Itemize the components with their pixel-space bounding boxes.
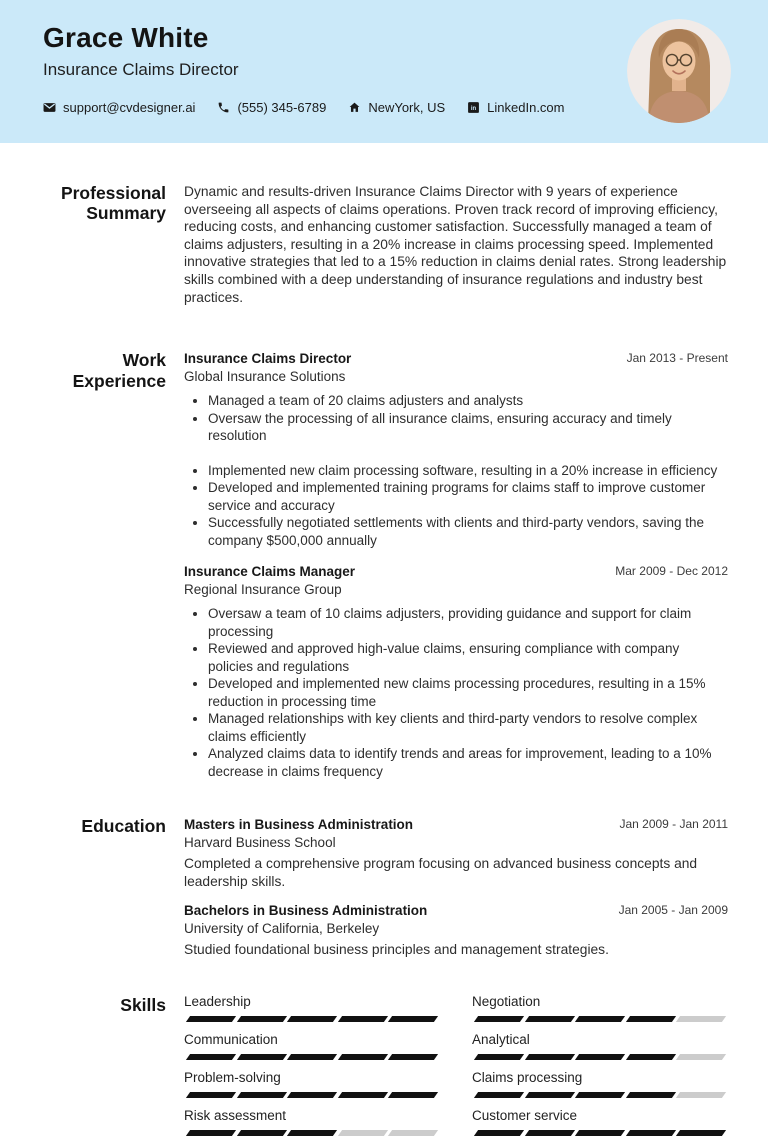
degree-dates: Jan 2005 - Jan 2009 — [618, 903, 728, 918]
skills-heading: Skills — [120, 994, 166, 1015]
job-company: Regional Insurance Group — [184, 582, 342, 598]
skill-item — [472, 1071, 728, 1098]
skill-bar — [184, 1016, 440, 1022]
job-company: Global Insurance Solutions — [184, 369, 346, 385]
section-work-experience — [40, 350, 728, 780]
section-professional-summary — [40, 183, 728, 306]
skill-seg-empty — [676, 1092, 726, 1098]
section-skills — [40, 995, 728, 1136]
skill-name: Negotiation — [472, 993, 541, 1009]
skill-seg-filled — [338, 1016, 388, 1022]
job-bullets — [184, 392, 728, 549]
skill-name: Risk assessment — [184, 1107, 287, 1123]
skill-seg-empty — [676, 1054, 726, 1060]
skill-seg-filled — [626, 1016, 676, 1022]
skill-bar — [472, 1092, 728, 1098]
skill-seg-empty — [676, 1016, 726, 1022]
degree-school: University of California, Berkeley — [184, 921, 380, 937]
contact-text: support@cvdesigner.ai — [63, 99, 196, 115]
skill-seg-filled — [626, 1092, 676, 1098]
experience-heading: Work Experience — [72, 350, 166, 391]
degrees-list — [184, 816, 728, 959]
contact-linkedin[interactable] — [467, 100, 564, 115]
job-bullet: • Developed and implemented new claims processing procedures, resulting in a 15% reduction in processing time — [208, 675, 728, 710]
skill-name: Customer service — [472, 1107, 578, 1123]
skill-seg-filled — [236, 1130, 286, 1136]
job-bullet: • Implemented new claim processing software, resulting in a 20% increase in efficiency — [208, 462, 728, 480]
skill-seg-filled — [626, 1054, 676, 1060]
skill-seg-filled — [236, 1092, 286, 1098]
degree-school: Harvard Business School — [184, 835, 336, 851]
job-bullet: • Oversaw a team of 10 claims adjusters, providing guidance and support for claim processing — [208, 605, 728, 640]
person-name: Grace White — [43, 22, 209, 53]
skill-seg-filled — [186, 1130, 236, 1136]
email-icon — [43, 101, 56, 114]
skill-seg-filled — [287, 1054, 337, 1060]
degree-title: Bachelors in Business Administration — [184, 903, 428, 919]
contact-text: NewYork, US — [368, 99, 446, 115]
degree-title: Masters in Business Administration — [184, 817, 414, 833]
degree-entry — [184, 902, 728, 959]
skill-name: Problem-solving — [184, 1069, 281, 1085]
degree-description: Studied foundational business principles and management strategies. — [184, 942, 609, 958]
svg-text:in: in — [471, 105, 477, 112]
summary-text: Dynamic and results-driven Insurance Claims Director with 9 years of experience overseeing all aspects of claims operations. Proven track record of improving efficiency, reducing costs, and enhancing customer satisfaction. Successfully managed a team of claims adjusters, resulting in a 20% increase in claims processing speed. Implemented innovative strategies that led to a 15% reduction in claims denial rates. Strong leadership skills combined with a deep understanding of insurance regulations and industry best practices. — [184, 184, 727, 305]
skill-seg-filled — [524, 1054, 574, 1060]
skill-seg-filled — [186, 1016, 236, 1022]
skill-seg-filled — [524, 1016, 574, 1022]
degree-entry — [184, 816, 728, 890]
education-heading: Education — [81, 816, 166, 837]
job-bullets — [184, 605, 728, 780]
skill-bar — [184, 1130, 440, 1136]
skill-seg-filled — [524, 1130, 574, 1136]
skill-seg-filled — [626, 1130, 676, 1136]
skill-seg-filled — [474, 1016, 524, 1022]
skill-seg-filled — [474, 1054, 524, 1060]
skill-name: Analytical — [472, 1031, 530, 1047]
skill-seg-filled — [388, 1092, 438, 1098]
job-bullet: • Successfully negotiated settlements with clients and third-party vendors, saving the company $500,000 annually — [208, 514, 728, 549]
skill-seg-empty — [388, 1130, 438, 1136]
section-education — [40, 816, 728, 959]
skill-bar — [472, 1054, 728, 1060]
skill-name: Communication — [184, 1031, 278, 1047]
resume-header — [0, 0, 768, 143]
skill-bar — [184, 1054, 440, 1060]
skill-item — [472, 1033, 728, 1060]
skill-item — [184, 1109, 440, 1136]
jobs-list — [184, 350, 728, 780]
phone-icon — [217, 101, 230, 114]
skills-grid — [184, 995, 728, 1136]
skill-seg-filled — [236, 1054, 286, 1060]
degree-dates: Jan 2009 - Jan 2011 — [619, 817, 728, 832]
job-bullet: • Developed and implemented training programs for claims staff to improve customer service and accuracy — [208, 479, 728, 514]
job-bullet: • Managed relationships with key clients and third-party vendors to resolve complex claims efficiently — [208, 710, 728, 745]
job-title: Insurance Claims Manager — [184, 564, 356, 580]
job-bullet: • Reviewed and approved high-value claims, ensuring compliance with company policies and regulations — [208, 640, 728, 675]
skill-seg-filled — [236, 1016, 286, 1022]
job-bullet: • Managed a team of 20 claims adjusters and analysts — [208, 392, 728, 410]
job-title: Insurance Claims Director — [184, 351, 352, 367]
skill-item — [472, 995, 728, 1022]
profile-photo — [627, 19, 731, 123]
skill-bar — [472, 1130, 728, 1136]
skill-name: Leadership — [184, 993, 251, 1009]
job-dates: Jan 2013 - Present — [626, 351, 728, 366]
skill-seg-filled — [575, 1092, 625, 1098]
skill-name: Claims processing — [472, 1069, 583, 1085]
skill-seg-filled — [186, 1054, 236, 1060]
skill-seg-filled — [287, 1016, 337, 1022]
skill-seg-filled — [524, 1092, 574, 1098]
degree-description: Completed a comprehensive program focusing on advanced business concepts and leadership skills. — [184, 856, 698, 889]
contact-text: LinkedIn.com — [487, 99, 565, 115]
contact-location[interactable] — [348, 100, 445, 115]
contact-email[interactable] — [43, 100, 195, 115]
skill-item — [184, 1071, 440, 1098]
skill-item — [184, 995, 440, 1022]
skill-bar — [184, 1092, 440, 1098]
skill-seg-filled — [186, 1092, 236, 1098]
skill-seg-filled — [575, 1016, 625, 1022]
skill-seg-filled — [474, 1092, 524, 1098]
job-entry — [184, 563, 728, 780]
resume-body — [0, 183, 768, 1136]
job-bullet: • Oversaw the processing of all insurance claims, ensuring accuracy and timely resolution — [208, 410, 728, 445]
home-icon — [348, 101, 361, 114]
skill-seg-filled — [388, 1016, 438, 1022]
skill-seg-filled — [287, 1092, 337, 1098]
job-entry — [184, 350, 728, 549]
skill-seg-filled — [474, 1130, 524, 1136]
skill-seg-empty — [338, 1130, 388, 1136]
skill-bar — [472, 1016, 728, 1022]
summary-heading: Professional Summary — [60, 183, 166, 224]
skill-item — [184, 1033, 440, 1060]
skill-seg-filled — [575, 1130, 625, 1136]
person-job-title: Insurance Claims Director — [43, 59, 239, 79]
skill-seg-filled — [575, 1054, 625, 1060]
contact-text: (555) 345-6789 — [237, 99, 327, 115]
job-bullet: • Analyzed claims data to identify trends and areas for improvement, leading to a 10% decrease in claims frequency — [208, 745, 728, 780]
skill-seg-filled — [388, 1054, 438, 1060]
skill-seg-filled — [676, 1130, 726, 1136]
skill-seg-filled — [338, 1054, 388, 1060]
skill-seg-filled — [338, 1092, 388, 1098]
linkedin-icon — [467, 101, 480, 114]
job-dates: Mar 2009 - Dec 2012 — [615, 564, 728, 579]
skill-seg-filled — [287, 1130, 337, 1136]
contact-phone[interactable] — [217, 100, 326, 115]
skill-item — [472, 1109, 728, 1136]
